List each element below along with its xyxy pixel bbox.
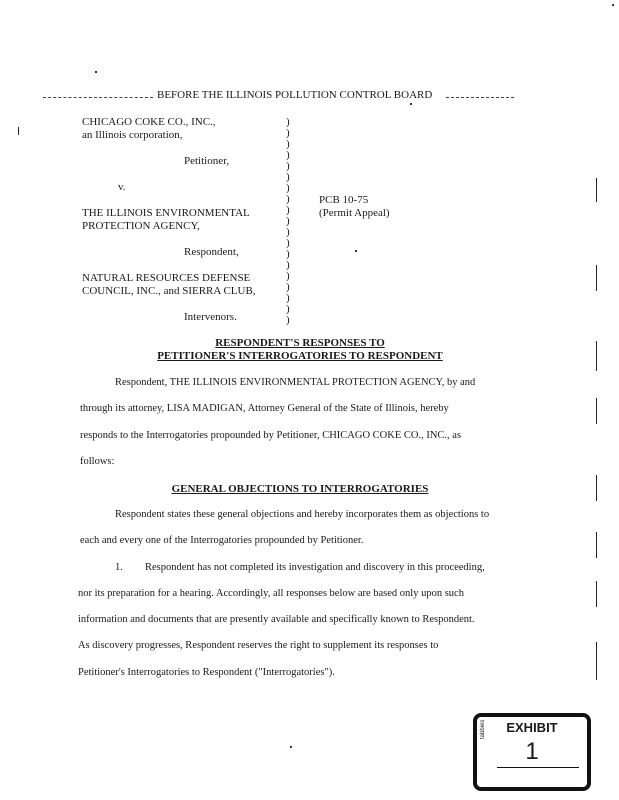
- scan-speck: [612, 4, 614, 6]
- scan-edge-mark: [596, 398, 597, 424]
- scan-speck: [355, 250, 357, 252]
- caption-paren: ): [286, 248, 290, 260]
- general-line1: Respondent states these general objections and hereby incorporates them as objections to: [115, 509, 490, 520]
- versus-label: v.: [118, 181, 126, 193]
- scan-edge-mark: [596, 475, 597, 501]
- caption-paren: ): [286, 259, 290, 271]
- caption-paren: ): [286, 281, 290, 293]
- caption-paren: ): [286, 303, 290, 315]
- scan-speck: [410, 103, 412, 105]
- scan-speck: [95, 71, 97, 73]
- caption-paren: ): [286, 193, 290, 205]
- scan-edge-mark: [596, 532, 597, 558]
- case-number: PCB 10-75: [319, 194, 369, 206]
- caption-paren: ): [286, 138, 290, 150]
- petitioner-role: Petitioner,: [184, 155, 230, 167]
- caption-paren: ): [286, 314, 290, 326]
- caption-paren: ): [286, 171, 290, 183]
- caption-paren: ): [286, 237, 290, 249]
- item1-line2: nor its preparation for a hearing. Accordingly, all responses below are based only upon such: [78, 588, 464, 599]
- caption-paren: ): [286, 270, 290, 282]
- exhibit-label: EXHIBIT: [506, 720, 558, 735]
- scan-edge-mark: [596, 178, 597, 202]
- petitioner-name-line1: CHICAGO COKE CO., INC.,: [82, 116, 216, 128]
- section-heading: GENERAL OBJECTIONS TO INTERROGATORIES: [171, 483, 429, 495]
- intro-line1: Respondent, THE ILLINOIS ENVIRONMENTAL PROTECTION AGENCY, by and: [115, 377, 476, 388]
- scan-edge-mark: [18, 127, 19, 135]
- case-type: (Permit Appeal): [319, 207, 390, 219]
- general-line2: each and every one of the Interrogatories propounded by Petitioner.: [80, 535, 364, 546]
- respondent-role: Respondent,: [184, 246, 239, 258]
- caption-paren: ): [286, 215, 290, 227]
- caption-paren: ): [286, 116, 290, 128]
- item1-line1: Respondent has not completed its investigation and discovery in this proceeding,: [145, 562, 485, 573]
- item1-line4: As discovery progresses, Respondent reserves the right to supplement its responses to: [78, 640, 439, 651]
- scan-edge-mark: [596, 642, 597, 680]
- scan-speck: [290, 746, 292, 748]
- scan-artifact-rule-left: [43, 97, 153, 98]
- intervenor-role: Intervenors.: [184, 311, 237, 323]
- caption-paren: ): [286, 149, 290, 161]
- caption-paren: ): [286, 127, 290, 139]
- caption-paren: ): [286, 182, 290, 194]
- item1-line5: Petitioner's Interrogatories to Respondent ("Interrogatories").: [78, 667, 335, 678]
- caption-paren: ): [286, 160, 290, 172]
- intro-line4: follows:: [80, 456, 115, 467]
- item1-number: 1.: [115, 562, 123, 573]
- exhibit-number: 1: [525, 738, 539, 765]
- scan-edge-mark: [596, 581, 597, 607]
- caption-paren: ): [286, 292, 290, 304]
- respondent-name-line2: PROTECTION AGENCY,: [82, 220, 200, 232]
- exhibit-side-text: tabbies: [480, 719, 486, 739]
- respondent-name-line1: THE ILLINOIS ENVIRONMENTAL: [82, 207, 250, 219]
- document-title-line1: RESPONDENT'S RESPONSES TO: [215, 337, 385, 349]
- caption-paren: ): [286, 226, 290, 238]
- board-heading: BEFORE THE ILLINOIS POLLUTION CONTROL BOARD: [157, 89, 433, 101]
- intervenor-name-line2: COUNCIL, INC., and SIERRA CLUB,: [82, 285, 256, 297]
- scan-edge-mark: [596, 265, 597, 291]
- intro-line2: through its attorney, LISA MADIGAN, Attorney General of the State of Illinois, hereby: [80, 403, 449, 414]
- exhibit-sticker: [473, 713, 591, 791]
- document-title-line2: PETITIONER'S INTERROGATORIES TO RESPONDENT: [157, 350, 443, 362]
- intro-line3: responds to the Interrogatories propounded by Petitioner, CHICAGO COKE CO., INC., as: [80, 430, 462, 441]
- petitioner-name-line2: an Illinois corporation,: [82, 129, 183, 141]
- item1-line3: information and documents that are presently available and specifically known to Respondent.: [78, 614, 475, 625]
- scan-edge-mark: [596, 341, 597, 371]
- exhibit-underline: [497, 767, 579, 768]
- caption-paren: ): [286, 204, 290, 216]
- scan-artifact-rule-right: [446, 97, 514, 98]
- intervenor-name-line1: NATURAL RESOURCES DEFENSE: [82, 272, 251, 284]
